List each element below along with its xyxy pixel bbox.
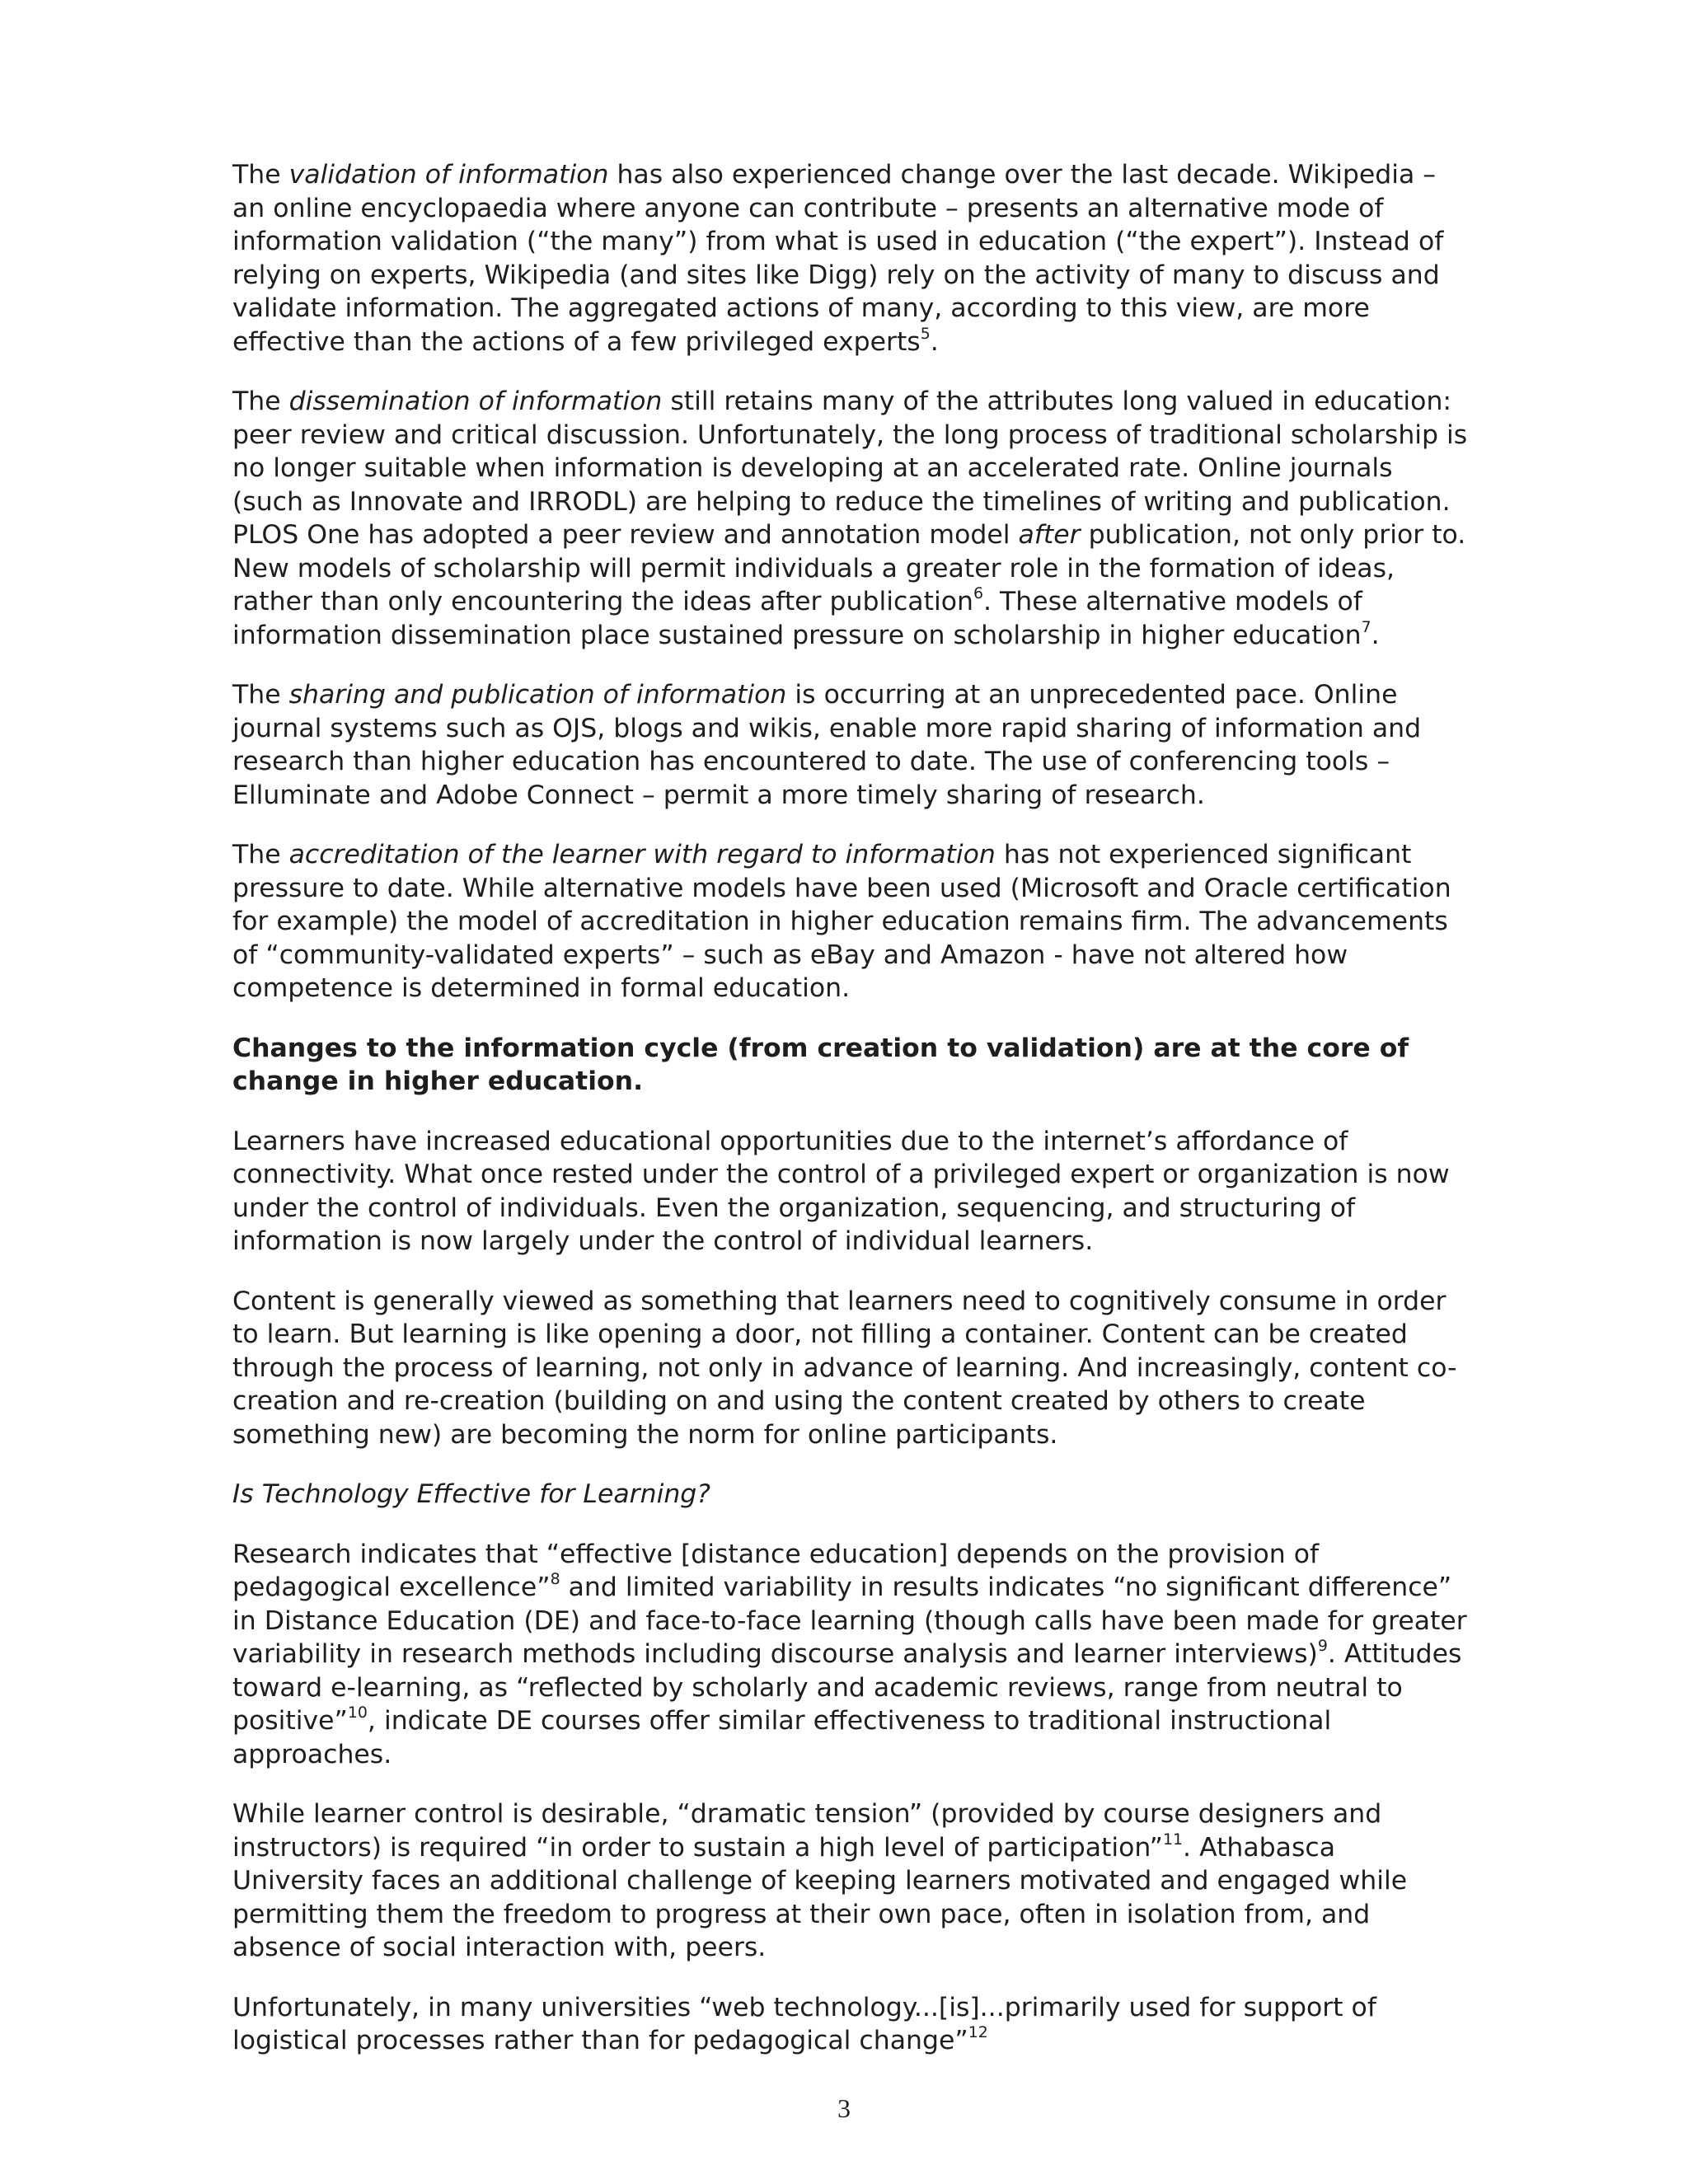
emphasized-text: accreditation of the learner with regard to information <box>288 840 996 869</box>
footnote-reference: 5 <box>920 324 931 343</box>
footnote-reference: 10 <box>347 1703 368 1722</box>
text-run: , indicate DE courses offer similar effectiveness to traditional instructional approaches. <box>232 1706 1332 1769</box>
text-run: is occurring at an unprecedented pace. Online journal systems such as OJS, blogs and wikis, enable more rapid sharing of information and research than higher education has encountered to date. The use of conferencing tools – Elluminate and Adobe Connect – permit a more timely sharing of research. <box>232 680 1422 810</box>
text-run: Content is generally viewed as something that learners need to cognitively consume in order to learn. But learning is like opening a door, not filling a container. Content can be created through the process of learning, not only in advance of learning. And increasingly, content co-creation and re-creation (building on and using the content created by others to create something new) are becoming the norm for online participants. <box>232 1286 1457 1450</box>
emphasized-text: after <box>1018 520 1081 550</box>
paragraph-content <box>232 1285 1469 1452</box>
text-run: . These alternative models of information dissemination place sustained pressure on scholarship in higher education <box>232 587 1362 650</box>
text-run: The <box>232 387 289 416</box>
text-run: has not experienced significant pressure to date. While alternative models have been used (Microsoft and Oracle certification for example) the model of accreditation in higher education remains firm. The advancements of “community-validated experts” – such as eBay and Amazon - have not altered how competence is determined in formal education. <box>232 840 1451 1003</box>
paragraph-web-technology <box>232 1991 1469 2058</box>
text-run: The <box>232 160 289 190</box>
section-heading <box>232 1478 1469 1511</box>
text-run: . <box>930 326 939 357</box>
text-run: The <box>232 840 289 869</box>
paragraph-learner-control <box>232 1797 1469 1965</box>
text-run: The <box>232 680 289 710</box>
text-run: Research indicates that “effective [distance education] depends on the provision of pedagogical excellence” <box>232 1539 1320 1602</box>
text-run: has also experienced change over the last decade. Wikipedia – an online encyclopaedia where anyone can contribute – presents an alternative mode of information validation (“the many”) from what is used in education (“the expert”). Instead of relying on experts, Wikipedia (and sites like Digg) rely on the activity of many to discuss and validate information. The aggregated actions of many, according to this view, are more effective than the actions of a few privileged experts <box>232 160 1444 357</box>
footnote-reference: 6 <box>973 583 983 602</box>
text-run: . <box>1371 620 1380 650</box>
text-run: and limited variability in results indicates “no significant difference” in Distance Education (DE) and face-to-face learning (though calls have been made for greater variability in research methods including discourse analysis and learner interviews) <box>232 1572 1467 1669</box>
paragraph-learners <box>232 1125 1469 1258</box>
text-run: . Athabasca University faces an additional challenge of keeping learners motivated and engaged while permitting them the freedom to progress at their own pace, often in isolation from, and absence of social interaction with, peers. <box>232 1832 1408 1962</box>
footnote-reference: 11 <box>1163 1830 1184 1849</box>
text-run: publication, not only prior to. New models of scholarship will permit individuals a greater role in the formation of ideas, rather than only encountering the ideas after publication <box>232 520 1466 616</box>
page-number: 3 <box>837 2093 851 2123</box>
text-run: still retains many of the attributes long valued in education: peer review and critical discussion. Unfortunately, the long process of traditional scholarship is no longer suitable when information is developing at an accelerated rate. Online journals (such as Innovate and IRRODL) are helping to reduce the timelines of writing and publication. PLOS One has adopted a peer review and annotation model <box>232 387 1468 550</box>
emphasized-text: dissemination of information <box>288 387 663 416</box>
text-run: Learners have increased educational opportunities due to the internet’s affordance of connectivity. What once rested under the control of a privileged expert or organization is now under the control of individuals. Even the organization, sequencing, and structuring of information is now largely under the control of individual learners. <box>232 1126 1450 1256</box>
document-body <box>232 158 1469 2084</box>
text-run: While learner control is desirable, “dramatic tension” (provided by course designers and instructors) is required “in order to sustain a high level of participation” <box>232 1799 1382 1863</box>
paragraph-key-statement <box>232 1032 1469 1099</box>
emphasized-text: sharing and publication of information <box>288 680 787 710</box>
footnote-reference: 9 <box>1317 1636 1328 1655</box>
text-run: Is Technology Effective for Learning? <box>232 1479 711 1509</box>
paragraph-accreditation <box>232 838 1469 1005</box>
footnote-reference: 8 <box>550 1569 560 1588</box>
paragraph-dissemination <box>232 385 1469 652</box>
text-run: Unfortunately, in many universities “web technology...[is]...primarily used for support of logistical processes rather than for pedagogical change” <box>232 1992 1376 2055</box>
text-run: . Attitudes toward e-learning, as “reflected by scholarly and academic reviews, range from neutral to positive” <box>232 1639 1462 1736</box>
paragraph-research <box>232 1538 1469 1772</box>
paragraph-sharing <box>232 678 1469 812</box>
paragraph-validation <box>232 158 1469 359</box>
emphasized-text: validation of information <box>288 160 609 190</box>
text-run: Changes to the information cycle (from creation to validation) are at the core of change in higher education. <box>232 1033 1409 1096</box>
footnote-reference: 12 <box>968 2022 988 2041</box>
footnote-reference: 7 <box>1361 617 1372 636</box>
